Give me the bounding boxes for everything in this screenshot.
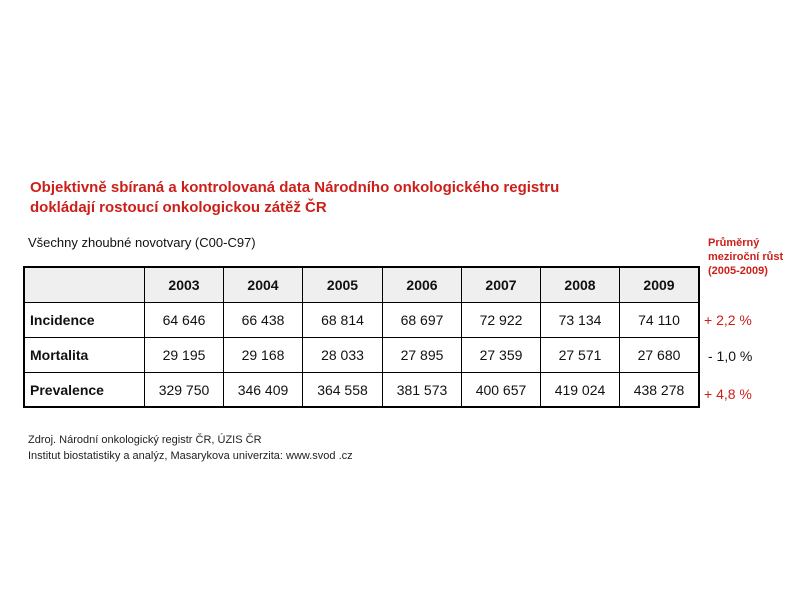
year-header: 2006 <box>383 267 462 303</box>
growth-header-line-1: Průměrný <box>708 237 760 249</box>
table-header-row <box>24 267 699 303</box>
row-label: Prevalence <box>24 373 145 408</box>
table-cell: 66 438 <box>224 303 303 338</box>
growth-value-mortalita: - 1,0 % <box>708 348 753 364</box>
year-header: 2007 <box>462 267 541 303</box>
table-cell: 364 558 <box>303 373 383 408</box>
table-cell: 419 024 <box>541 373 620 408</box>
table-row-incidence <box>24 303 699 338</box>
slide-title-line-1: Objektivně sbíraná a kontrolovaná data Národního onkologického registru <box>30 179 560 196</box>
growth-header-line-2: meziroční růst <box>708 251 784 263</box>
table-cell: 74 110 <box>620 303 699 338</box>
row-label: Mortalita <box>24 338 145 373</box>
growth-value-prevalence: + 4,8 % <box>704 386 752 402</box>
table-cell: 29 168 <box>224 338 303 373</box>
table-cell: 27 680 <box>620 338 699 373</box>
table-cell: 29 195 <box>145 338 224 373</box>
year-header: 2003 <box>145 267 224 303</box>
table-corner-cell <box>24 267 145 303</box>
slide-title-line-2: dokládají rostoucí onkologickou zátěž ČR <box>30 199 327 216</box>
source-note <box>28 432 353 464</box>
table-cell: 438 278 <box>620 373 699 408</box>
table-cell: 68 697 <box>383 303 462 338</box>
year-header: 2005 <box>303 267 383 303</box>
table-cell: 64 646 <box>145 303 224 338</box>
table-cell: 72 922 <box>462 303 541 338</box>
source-line-2: Institut biostatistiky a analýz, Masarykova univerzita: www.svod .cz <box>28 450 353 462</box>
table-row-prevalence <box>24 373 699 408</box>
table-cell: 329 750 <box>145 373 224 408</box>
table-cell: 27 571 <box>541 338 620 373</box>
growth-column-header <box>708 236 798 278</box>
table-caption: Všechny zhoubné novotvary (C00-C97) <box>28 235 256 250</box>
table-cell: 27 895 <box>383 338 462 373</box>
table-cell: 73 134 <box>541 303 620 338</box>
table-cell: 28 033 <box>303 338 383 373</box>
row-label: Incidence <box>24 303 145 338</box>
growth-value-incidence: + 2,2 % <box>704 312 752 328</box>
slide-title <box>30 178 650 218</box>
statistics-table <box>23 266 699 408</box>
year-header: 2009 <box>620 267 699 303</box>
source-line-1: Zdroj. Národní onkologický registr ČR, ÚZIS ČR <box>28 434 262 446</box>
year-header: 2004 <box>224 267 303 303</box>
table-cell: 400 657 <box>462 373 541 408</box>
year-header: 2008 <box>541 267 620 303</box>
growth-header-line-3: (2005-2009) <box>708 265 768 277</box>
table-cell: 27 359 <box>462 338 541 373</box>
table-cell: 381 573 <box>383 373 462 408</box>
table-cell: 68 814 <box>303 303 383 338</box>
table-cell: 346 409 <box>224 373 303 408</box>
table-row-mortalita <box>24 338 699 373</box>
